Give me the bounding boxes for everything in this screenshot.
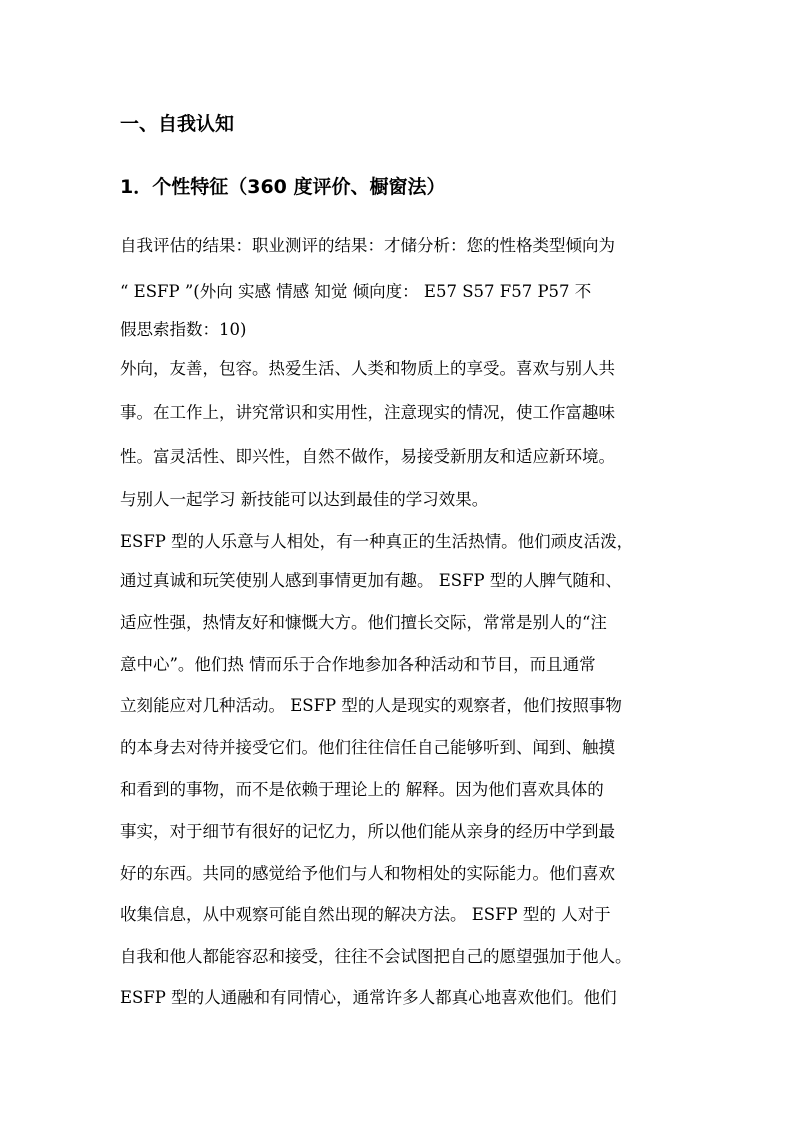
body-line: 自我和他人都能容忍和接受，往往不会试图把自己的愿望强加于他人。 [120, 947, 632, 966]
body-line: 意中心”。他们热 情而乐于合作地参加各种活动和节目，而且通常 [120, 655, 596, 674]
body-line: 外向，友善，包容。热爱生活、人类和物质上的享受。喜欢与别人共 [120, 359, 615, 378]
body-line: 事。在工作上，讲究常识和实用性，注意现实的情况，使工作富趣味 [120, 403, 615, 422]
body-line: 自我评估的结果：职业测评的结果：才储分析：您的性格类型倾向为 [120, 236, 615, 255]
body-line: 和看到的事物，而不是依赖于理论上的 解释。因为他们喜欢具体的 [120, 780, 604, 799]
body-line: “ ESFP ”(外向 实感 情感 知觉 倾向度： E57 S57 F57 P57 不 [120, 282, 592, 301]
body-line: 好的东西。共同的感觉给予他们与人和物相处的实际能力。他们喜欢 [120, 864, 615, 883]
body-line: 适应性强，热情友好和慷慨大方。他们擅长交际，常常是别人的“注 [120, 613, 607, 632]
body-line: 通过真诚和玩笑使别人感到事情更加有趣。 ESFP 型的人脾气随和、 [120, 571, 622, 590]
body-line: 的本身去对待并接受它们。他们往往信任自己能够听到、闻到、触摸 [120, 738, 615, 757]
body-line: 事实，对于细节有很好的记忆力，所以他们能从亲身的经历中学到最 [120, 822, 615, 841]
body-line: 假思索指数：10) [120, 320, 247, 339]
body-line: ESFP 型的人通融和有同情心，通常许多人都真心地喜欢他们。他们 [120, 988, 617, 1007]
body-line: 立刻能应对几种活动。 ESFP 型的人是现实的观察者，他们按照事物 [120, 696, 622, 715]
body-line: 与别人一起学习 新技能可以达到最佳的学习效果。 [120, 490, 489, 509]
body-line: 性。富灵活性、即兴性，自然不做作，易接受新朋友和适应新环境。 [120, 447, 615, 466]
body-line: ESFP 型的人乐意与人相处，有一种真正的生活热情。他们顽皮活泼， [120, 532, 634, 551]
subsection-heading: 1．个性特征（360 度评价、橱窗法） [120, 176, 446, 198]
section-heading: 一、自我认知 [120, 113, 235, 135]
body-line: 收集信息，从中观察可能自然出现的解决方法。 ESFP 型的 人对于 [120, 905, 611, 924]
